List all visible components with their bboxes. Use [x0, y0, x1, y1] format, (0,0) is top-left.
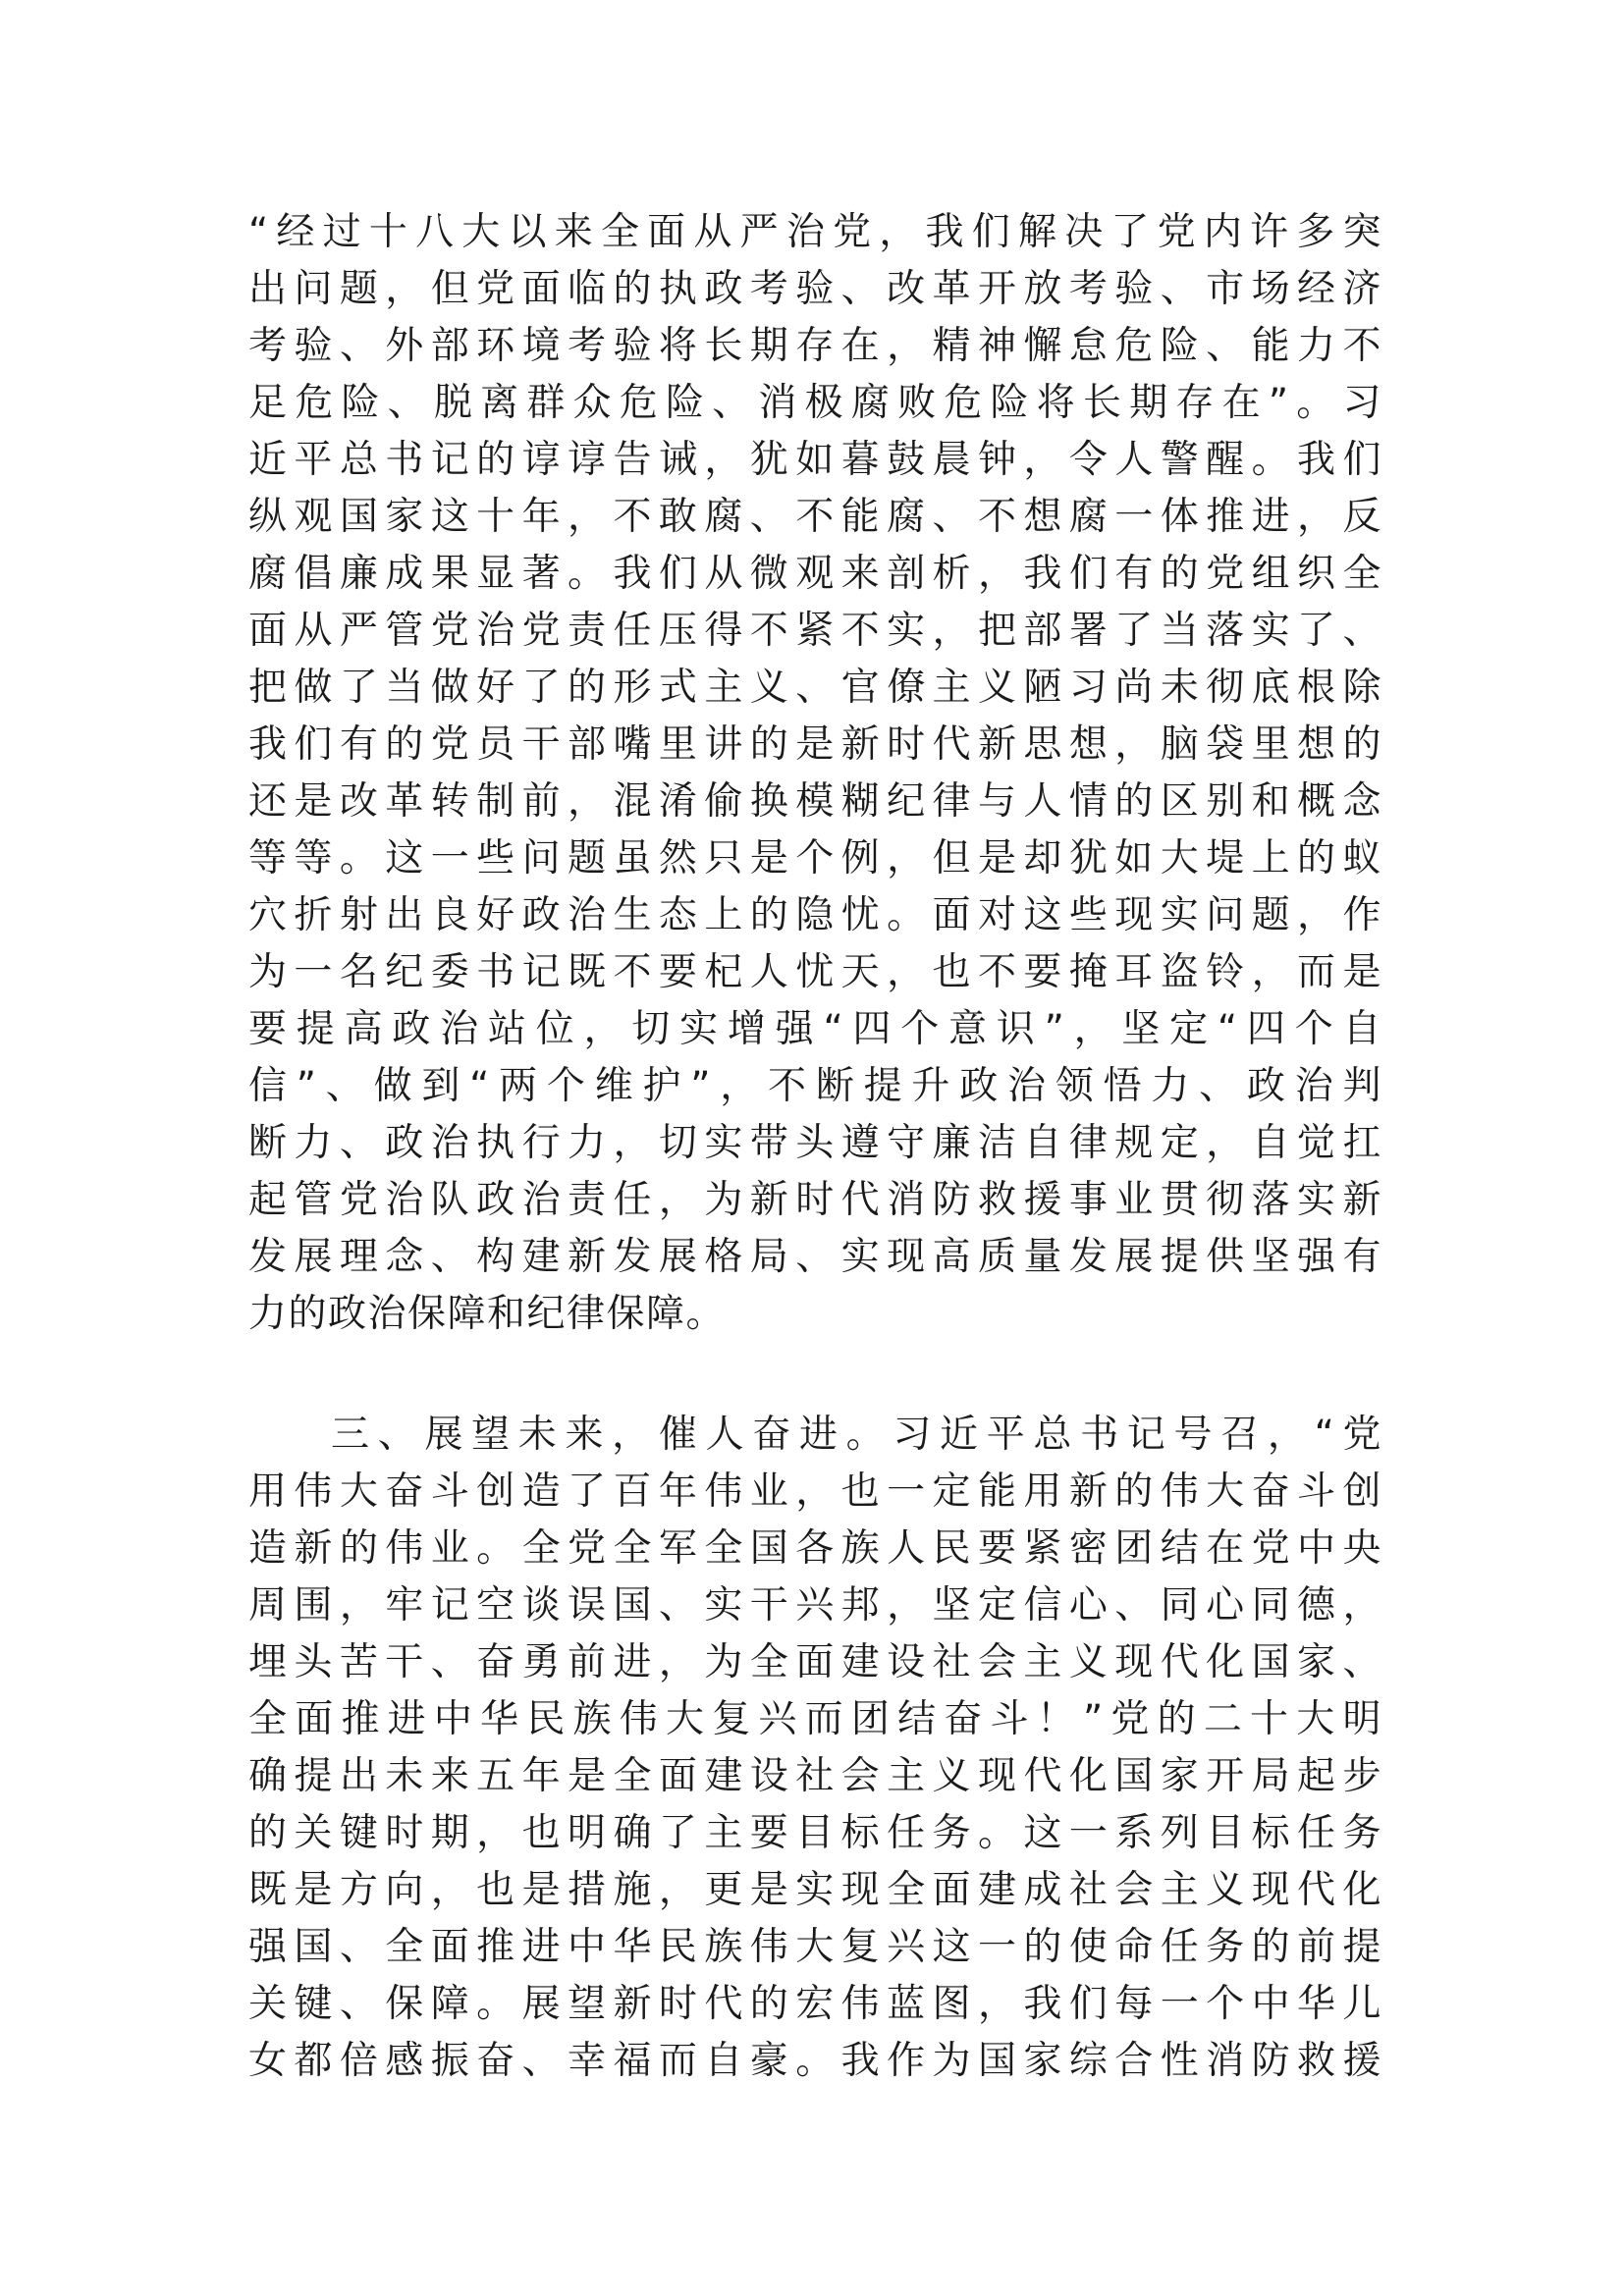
paragraph-1-line-10: 我们有的党员干部嘴里讲的是新时代新思想，脑袋里想的	[248, 722, 1382, 767]
paragraph-2-line-6: 全面推进中华民族伟大复兴而团结奋斗！”党的二十大明	[248, 1697, 1382, 1741]
paragraph-2-line-4: 周围，牢记空谈误国、实干兴邦，坚定信心、同心同德，	[248, 1583, 1382, 1628]
paragraph-1-line-9: 把做了当做好了的形式主义、官僚主义陋习尚未彻底根除	[248, 666, 1382, 710]
paragraph-1-line-6: 纵观国家这十年，不敢腐、不能腐、不想腐一体推进，反	[248, 495, 1382, 539]
paragraph-1	[248, 204, 1382, 1343]
paragraph-2-line-7: 确提出未来五年是全面建设社会主义现代化国家开局起步	[248, 1754, 1382, 1798]
paragraph-2-line-1: 三、展望未来，催人奋进。习近平总书记号召，“党	[331, 1413, 1382, 1457]
paragraph-1-line-14: 为一名纪委书记既不要杞人忧天，也不要掩耳盗铃，而是	[248, 950, 1382, 994]
paragraph-2-line-2: 用伟大奋斗创造了百年伟业，也一定能用新的伟大奋斗创	[248, 1469, 1382, 1514]
paragraph-2-line-10: 强国、全面推进中华民族伟大复兴这一的使命任务的前提	[248, 1925, 1382, 1969]
paragraph-1-line-19: 发展理念、构建新发展格局、实现高质量发展提供坚强有	[248, 1235, 1382, 1279]
paragraph-1-line-12: 等等。这一些问题虽然只是个例，但是却犹如大堤上的蚁	[248, 836, 1382, 881]
paragraph-1-line-16: 信”、做到“两个维护”，不断提升政治领悟力、政治判	[248, 1064, 1382, 1108]
paragraph-2-line-12: 女都倍感振奋、幸福而自豪。我作为国家综合性消防救援	[248, 2039, 1382, 2083]
paragraph-1-line-4: 足危险、脱离群众危险、消极腐败危险将长期存在”。习	[248, 381, 1382, 425]
paragraph-1-line-17: 断力、政治执行力，切实带头遵守廉洁自律规定，自觉扛	[248, 1121, 1382, 1165]
paragraph-1-line-7: 腐倡廉成果显著。我们从微观来剖析，我们有的党组织全	[248, 552, 1382, 596]
paragraph-2-line-8: 的关键时期，也明确了主要目标任务。这一系列目标任务	[248, 1811, 1382, 1855]
paragraph-1-line-3: 考验、外部环境考验将长期存在，精神懈怠危险、能力不	[248, 324, 1382, 368]
paragraph-1-line-11: 还是改革转制前，混淆偷换模糊纪律与人情的区别和概念	[248, 779, 1382, 824]
paragraph-2-line-11: 关键、保障。展望新时代的宏伟蓝图，我们每一个中华儿	[248, 1982, 1382, 2026]
paragraph-1-line-18: 起管党治队政治责任，为新时代消防救援事业贯彻落实新	[248, 1178, 1382, 1222]
paragraph-1-line-1: “经过十八大以来全面从严治党，我们解决了党内许多突	[248, 210, 1382, 254]
paragraph-2-line-9: 既是方向，也是措施，更是实现全面建成社会主义现代化	[248, 1868, 1382, 1912]
paragraph-1-line-13: 穴折射出良好政治生态上的隐忧。面对这些现实问题，作	[248, 893, 1382, 937]
paragraph-1-line-5: 近平总书记的谆谆告诫，犹如暮鼓晨钟，令人警醒。我们	[248, 438, 1382, 482]
paragraph-1-line-8: 面从严管党治党责任压得不紧不实，把部署了当落实了、	[248, 609, 1382, 653]
paragraph-2-line-3: 造新的伟业。全党全军全国各族人民要紧密团结在党中央	[248, 1526, 1382, 1571]
paragraph-1-line-20: 力的政治保障和纪律保障。	[248, 1292, 727, 1336]
paragraph-1-line-2: 出问题，但党面临的执政考验、改革开放考验、市场经济	[248, 267, 1382, 311]
paragraph-2	[248, 1407, 1382, 2090]
paragraph-2-line-5: 埋头苦干、奋勇前进，为全面建设社会主义现代化国家、	[248, 1640, 1382, 1684]
paragraph-1-line-15: 要提高政治站位，切实增强“四个意识”，坚定“四个自	[248, 1007, 1382, 1051]
